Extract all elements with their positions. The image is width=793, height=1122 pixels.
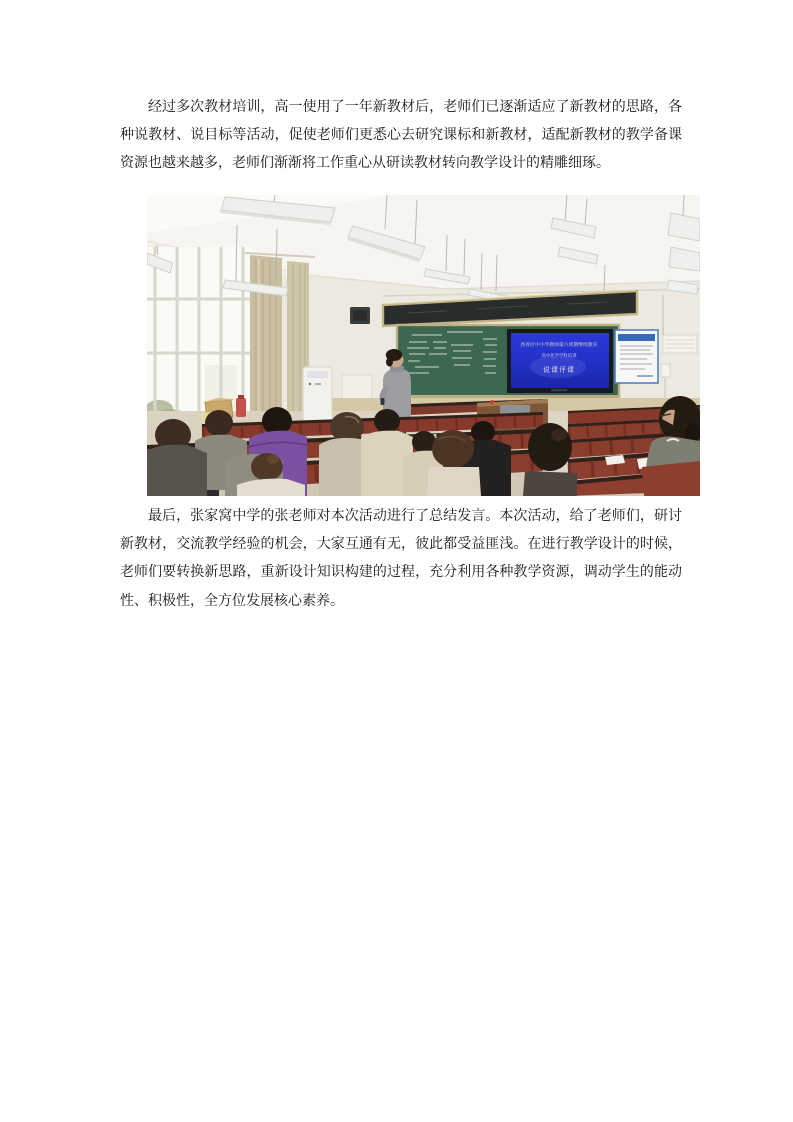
classroom-photo-illustration [147, 195, 700, 496]
air-conditioner [303, 367, 332, 427]
screen-title-line-2: 高中化学学科培训 [541, 353, 577, 358]
board-unit [397, 325, 619, 399]
text-line: 新教材，交流教学经验的机会，大家互通有无，彼此都受益匪浅。在进行教学设计的时候， [120, 537, 682, 553]
text-line: 种说教材、说目标等活动，促使老师们更悉心去研究课标和新教材，适配新教材的教学备课 [120, 128, 682, 144]
paragraph-2 [120, 503, 682, 616]
text-line: 性、积极性，全方位发展核心素养。 [120, 593, 344, 609]
thermos-kettle [236, 395, 246, 417]
screen-title-line-1: 西青区中小学教师第六周期继续教育 [520, 343, 598, 348]
speaker-box [350, 307, 370, 324]
audience-member [642, 461, 700, 496]
screen-title-line-3: 说课评课 [543, 367, 575, 374]
classroom-photo [147, 195, 700, 496]
notice-poster [615, 330, 658, 383]
text-line: 经过多次教材培训，高一使用了一年新教材后，老师们已逐渐适应了新教材的思路，各 [148, 100, 682, 115]
text-line: 最后，张家窝中学的张老师对本次活动进行了总结发言。本次活动，给了老师们，研讨 [148, 509, 682, 524]
paragraph-1 [120, 94, 682, 179]
wall-vent [663, 335, 697, 353]
text-line: 老师们要转换新思路，重新设计知识构建的过程，充分利用各种教学资源，调动学生的能动 [120, 565, 682, 581]
text-line: 资源也越来越多，老师们渐渐将工作重心从研读教材转向教学设计的精雕细琢。 [120, 156, 610, 172]
chalkboard [399, 327, 505, 396]
projection-screen [507, 329, 613, 393]
